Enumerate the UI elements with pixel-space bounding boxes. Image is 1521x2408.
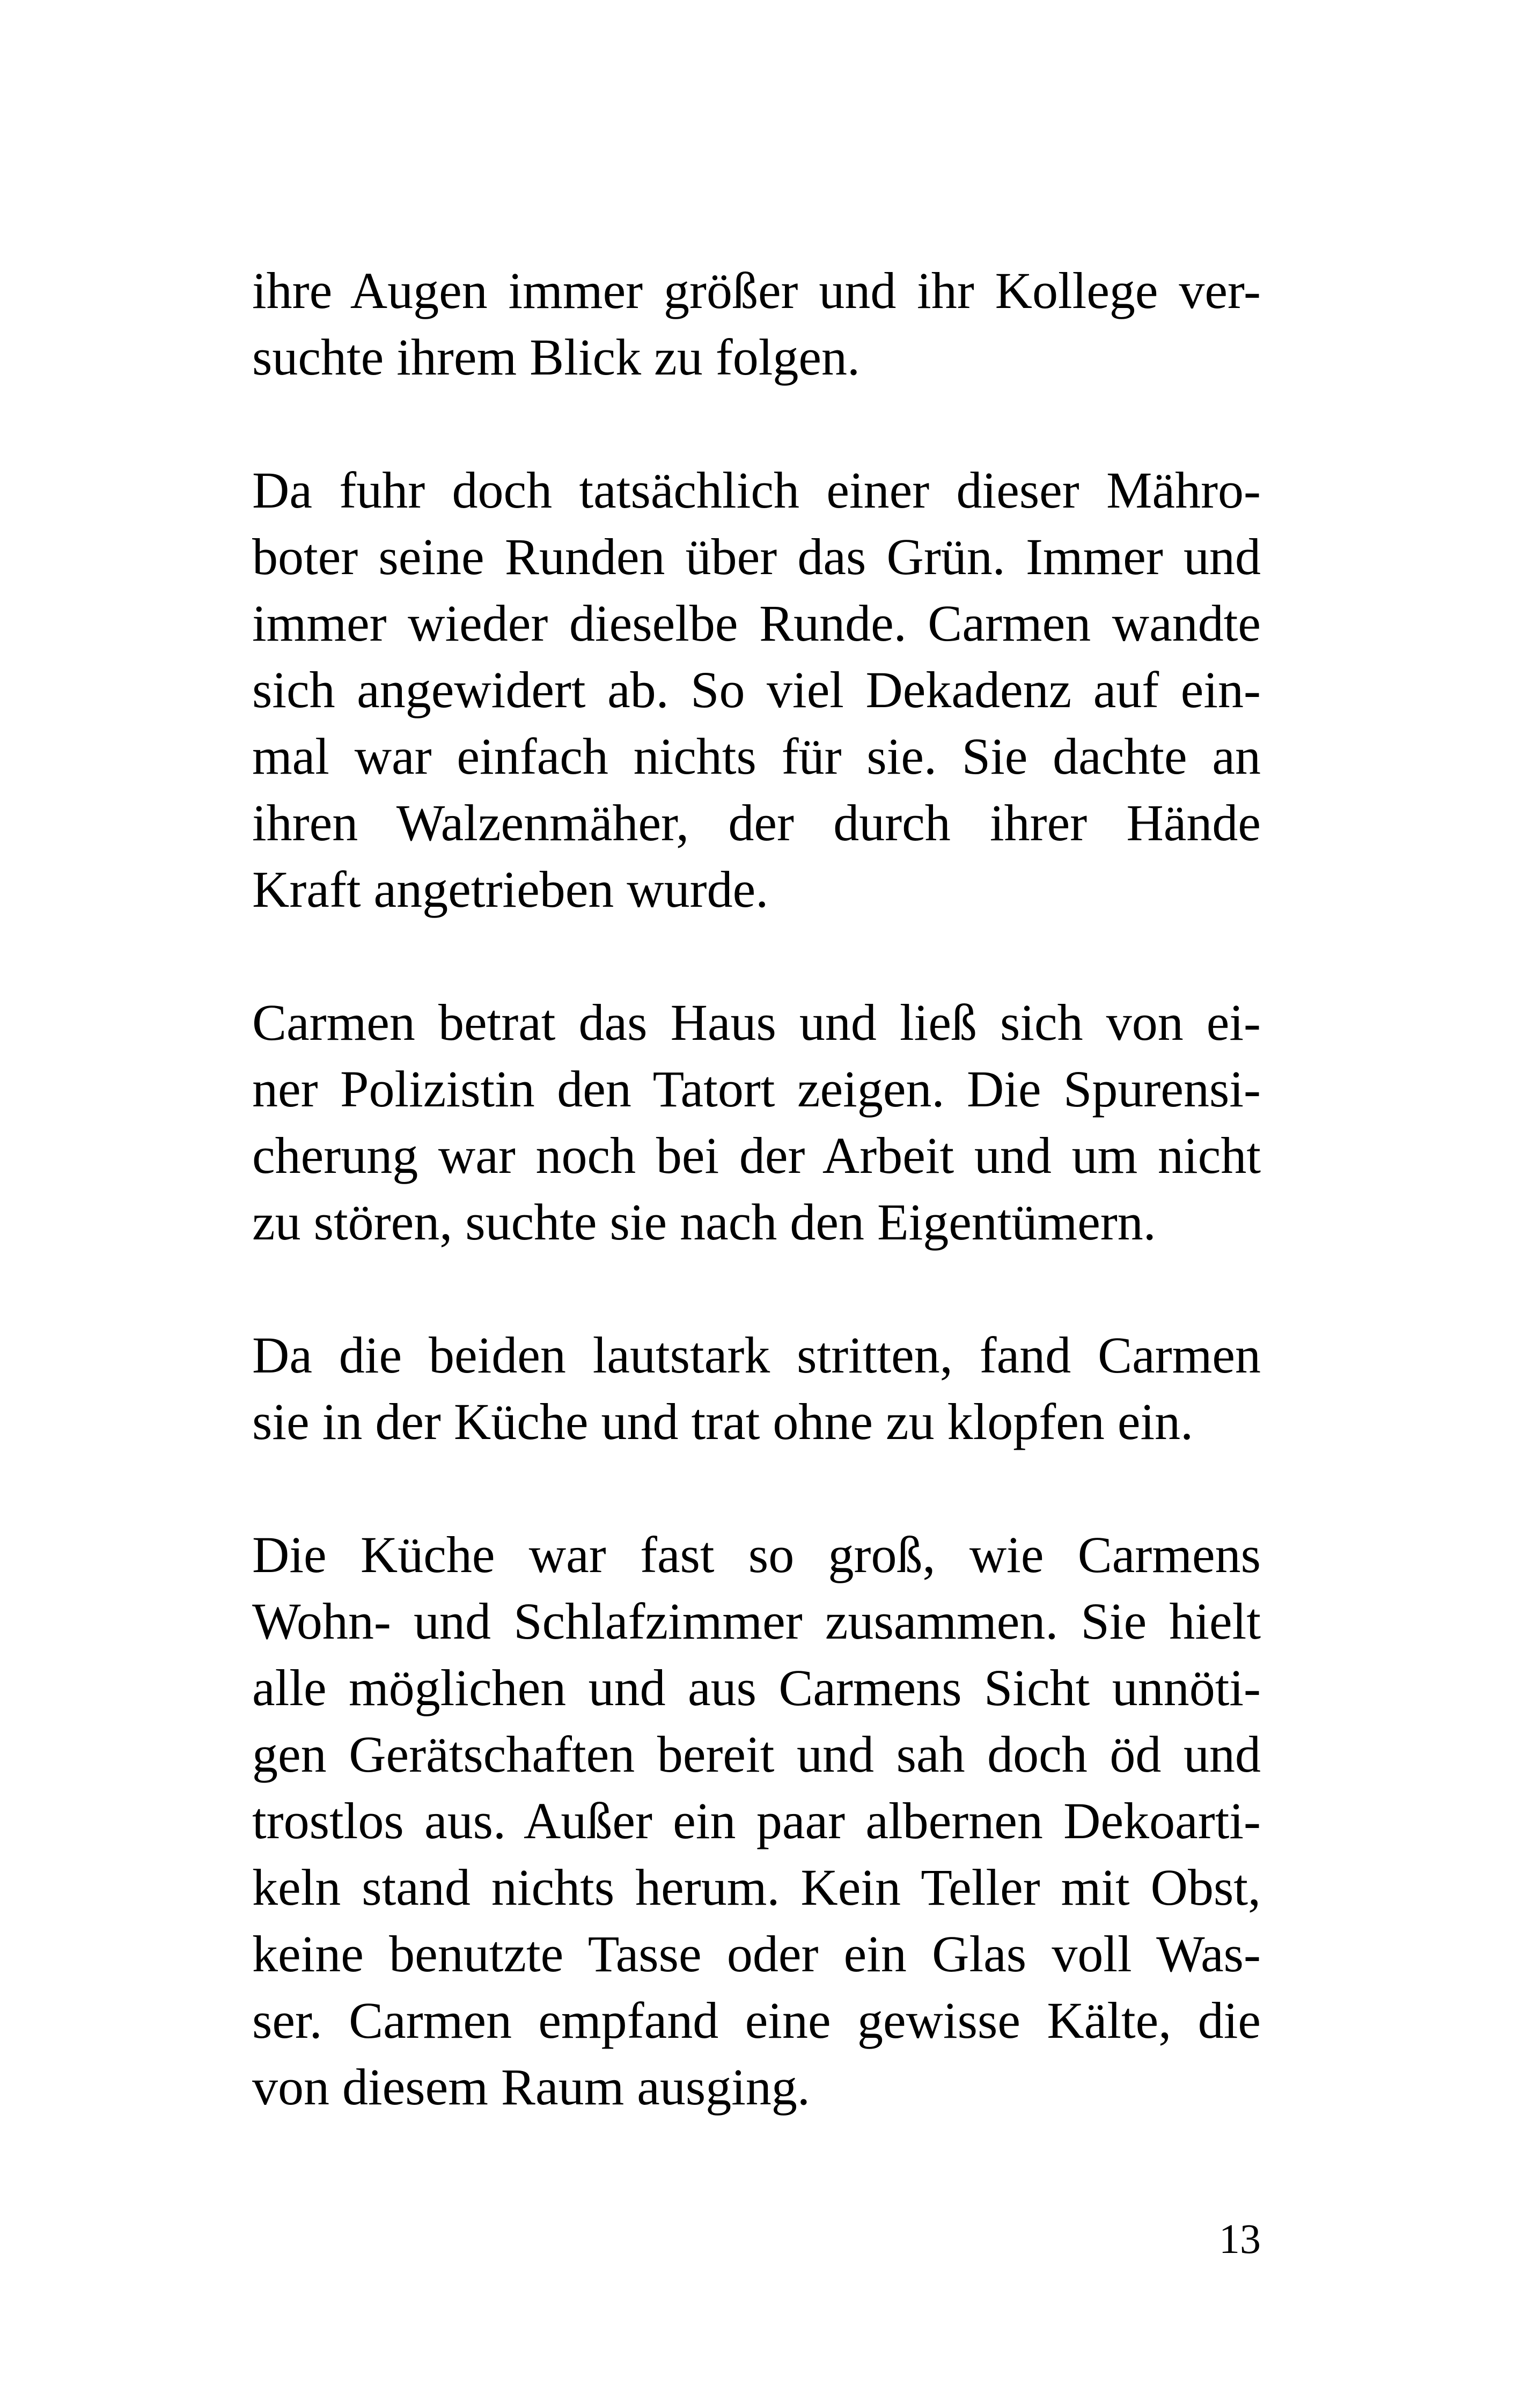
text-line: alle möglichen und aus Carmens Sicht unnöti- bbox=[252, 1659, 1261, 1716]
text-line: suchte ihrem Blick zu folgen. bbox=[252, 328, 861, 386]
paragraph-3 bbox=[252, 989, 1261, 1256]
text-line: von diesem Raum ausging. bbox=[252, 2058, 810, 2116]
text-line: mal war einfach nichts für sie. Sie dachte an bbox=[252, 728, 1261, 785]
paragraph-1 bbox=[252, 258, 1261, 391]
paragraph-gap bbox=[252, 1256, 1261, 1322]
text-line: Die Küche war fast so groß, wie Carmens bbox=[252, 1526, 1261, 1583]
text-line: keln stand nichts herum. Kein Teller mit Obst, bbox=[252, 1859, 1261, 1916]
text-line: keine benutzte Tasse oder ein Glas voll Was- bbox=[252, 1925, 1261, 1983]
paragraph-gap bbox=[252, 1455, 1261, 1522]
text-line: zu stören, suchte sie nach den Eigentümern. bbox=[252, 1193, 1156, 1251]
text-line: cherung war noch bei der Arbeit und um nicht bbox=[252, 1127, 1261, 1184]
text-line: ser. Carmen empfand eine gewisse Kälte, die bbox=[252, 1992, 1261, 2049]
text-line: Carmen betrat das Haus und ließ sich von ei- bbox=[252, 994, 1261, 1051]
text-line: boter seine Runden über das Grün. Immer und bbox=[252, 528, 1261, 585]
paragraph-4 bbox=[252, 1322, 1261, 1455]
text-line: gen Gerätschaften bereit und sah doch öd und bbox=[252, 1726, 1261, 1783]
page-number: 13 bbox=[1219, 2215, 1261, 2262]
text-line: Da fuhr doch tatsächlich einer dieser Mähro- bbox=[252, 461, 1261, 519]
text-line: sich angewidert ab. So viel Dekadenz auf ein- bbox=[252, 661, 1261, 718]
text-line: Da die beiden lautstark stritten, fand Carmen bbox=[252, 1326, 1261, 1384]
text-line: trostlos aus. Außer ein paar albernen Dekoarti- bbox=[252, 1792, 1261, 1849]
paragraph-gap bbox=[252, 391, 1261, 457]
paragraph-5 bbox=[252, 1522, 1261, 2120]
text-line: immer wieder dieselbe Runde. Carmen wandte bbox=[252, 594, 1261, 652]
text-line: ner Polizistin den Tatort zeigen. Die Spurensi- bbox=[252, 1060, 1261, 1118]
paragraph-gap bbox=[252, 923, 1261, 989]
text-line: ihren Walzenmäher, der durch ihrer Hände bbox=[252, 794, 1261, 851]
text-line: sie in der Küche und trat ohne zu klopfen ein. bbox=[252, 1393, 1194, 1450]
text-line: ihre Augen immer größer und ihr Kollege ver- bbox=[252, 262, 1261, 319]
body-text bbox=[252, 258, 1261, 2120]
text-line: Wohn- und Schlafzimmer zusammen. Sie hielt bbox=[252, 1592, 1261, 1650]
text-line: Kraft angetrieben wurde. bbox=[252, 861, 769, 918]
paragraph-2 bbox=[252, 457, 1261, 923]
